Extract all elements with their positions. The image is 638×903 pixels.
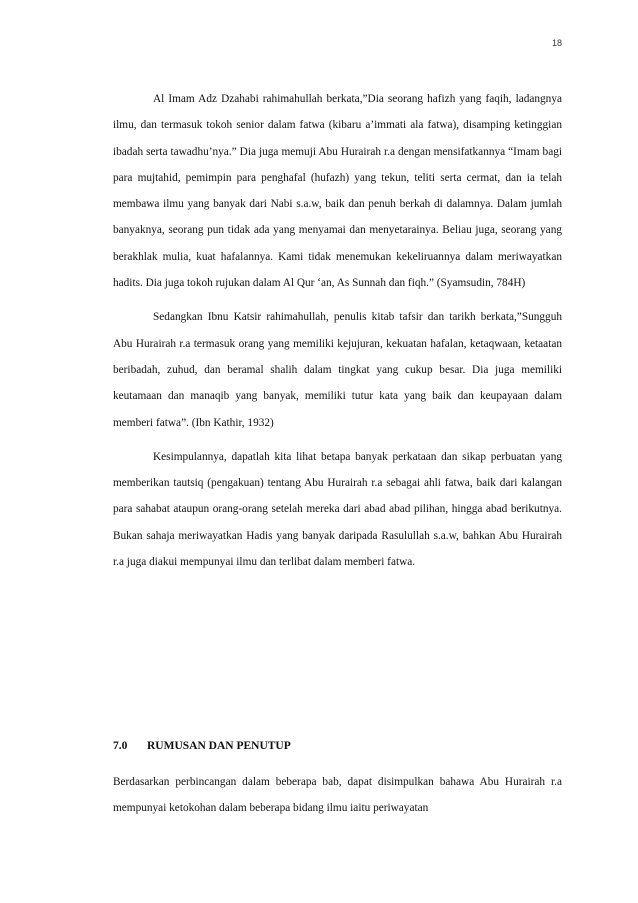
section-number: 7.0 xyxy=(113,740,128,752)
paragraph-dzahabi-quote: Al Imam Adz Dzahabi rahimahullah berkata,”Dia seorang hafizh yang faqih, ladangnya ilmu, dan termasuk tokoh senior dalam fatwa (kibaru a’immati ala fatwa), disamping ketinggian ibadah serta tawadhu’nya.” Dia juga memuji Abu Hurairah r.a dengan mensifatkannya “Imam bagi para mujtahid, pemimpin para penghafal (hufazh) yang tekun, teliti serta cermat, dan ia telah membawa ilmu yang banyak dari Nabi s.a.w, baik dan penuh berkah di dalamnya. Dalam jumlah banyaknya, seorang pun tidak ada yang menyamai dan menyetarainya. Beliau juga, seorang yang berakhlak mulia, kuat hafalannya. Kami tidak menemukan kekeliruannya dalam meriwayatkan hadits. Dia juga tokoh rujukan dalam Al Qur ‘an, As Sunnah dan fiqh.” (Syamsudin, 784H) xyxy=(113,93,562,290)
paragraph-ibnu-katsir-quote: Sedangkan Ibnu Katsir rahimahullah, penulis kitab tafsir dan tarikh berkata,”Sungguh Abu Hurairah r.a termasuk orang yang memiliki kejujuran, kekuatan hafalan, ketaqwaan, ketaatan beribadah, zuhud, dan beramal shalih dalam tingkat yang cukup besar. Dia juga memiliki keutamaan dan manaqib yang banyak, memiliki tutur kata yang baik dan keupayaan dalam memberi fatwa”. (Ibn Kathir, 1932) xyxy=(113,311,562,429)
paragraph-conclusion: Kesimpulannya, dapatlah kita lihat betapa banyak perkataan dan sikap perbuatan yang memberikan tautsiq (pengakuan) tentang Abu Hurairah r.a sebagai ahli fatwa, baik dari kalangan para sahabat ataupun orang-orang setelah mereka dari abad abad pilihan, hingga abad berikutnya. Bukan sahaja meriwayatkan Hadis yang banyak daripada Rasulullah s.a.w, bahkan Abu Hurairah r.a juga diakui mempunyai ilmu dan terlibat dalam memberi fatwa. xyxy=(113,450,562,569)
body-text xyxy=(113,86,562,583)
page-number: 18 xyxy=(551,38,562,48)
paragraph-summary: Berdasarkan perbincangan dalam beberapa bab, dapat disimpulkan bahawa Abu Hurairah r.a mempunyai ketokohan dalam beberapa bidang ilmu iaitu periwayatan xyxy=(113,776,562,815)
section-body xyxy=(113,769,562,822)
section-heading xyxy=(113,740,562,752)
section-title: RUMUSAN DAN PENUTUP xyxy=(147,740,291,752)
